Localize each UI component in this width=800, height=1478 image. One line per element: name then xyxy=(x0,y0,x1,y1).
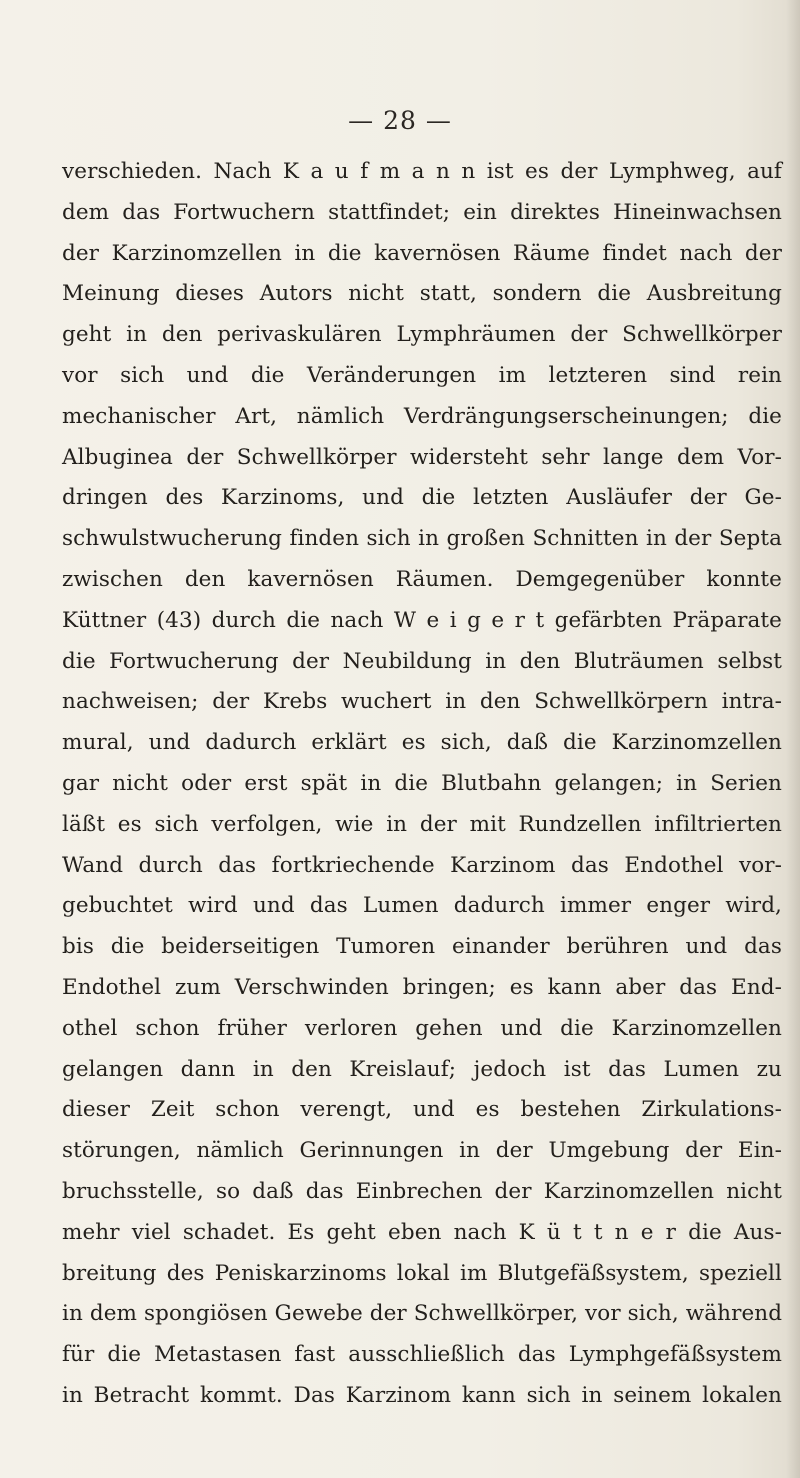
text-line: mehr viel schadet. Es geht eben nach K ü t t n e r die Aus- xyxy=(62,1219,782,1245)
text-line: dem das Fortwuchern stattfindet; ein direktes Hineinwachsen xyxy=(62,199,782,225)
text-line: geht in den perivaskulären Lymphräumen der Schwellkörper xyxy=(62,322,782,348)
text-line: mechanischer Art, nämlich Verdrängungserscheinungen; die xyxy=(62,403,782,429)
text-line: mural, und dadurch erklärt es sich, daß die Karzinomzellen xyxy=(62,730,782,756)
text-line: die Fortwucherung der Neubildung in den Bluträumen selbst xyxy=(62,648,782,674)
text-line: Küttner (43) durch die nach W e i g e r t gefärbten Präparate xyxy=(62,607,782,633)
text-line: bruchsstelle, so daß das Einbrechen der Karzinomzellen nicht xyxy=(62,1178,782,1204)
page-edge-shadow xyxy=(786,0,800,1478)
text-line: gar nicht oder erst spät in die Blutbahn gelangen; in Serien xyxy=(62,770,782,796)
text-line: in dem spongiösen Gewebe der Schwellkörper, vor sich, während xyxy=(62,1301,783,1327)
text-line: der Karzinomzellen in die kavernösen Räume findet nach der xyxy=(62,240,782,266)
text-line: Albuginea der Schwellkörper widersteht sehr lange dem Vor- xyxy=(62,444,782,470)
text-line: schwulstwucherung finden sich in großen Schnitten in der Septa xyxy=(62,526,782,552)
text-line: vor sich und die Veränderungen im letzteren sind rein xyxy=(62,362,782,388)
text-line: dieser Zeit schon verengt, und es bestehen Zirkulations- xyxy=(62,1097,782,1123)
text-line: Meinung dieses Autors nicht statt, sondern die Ausbreitung xyxy=(62,281,782,307)
text-line: othel schon früher verloren gehen und die Karzinomzellen xyxy=(62,1015,782,1041)
text-line: in Betracht kommt. Das Karzinom kann sich in seinem lokalen xyxy=(62,1382,782,1408)
body-paragraph xyxy=(62,152,782,1417)
text-line: gelangen dann in den Kreislauf; jedoch ist das Lumen zu xyxy=(62,1056,782,1082)
text-line: Wand durch das fortkriechende Karzinom das Endothel vor- xyxy=(62,852,782,878)
page-number: — 28 — xyxy=(348,106,452,135)
text-line: gebuchtet wird und das Lumen dadurch immer enger wird, xyxy=(62,893,782,919)
text-line: störungen, nämlich Gerinnungen in der Umgebung der Ein- xyxy=(62,1138,782,1164)
text-line: nachweisen; der Krebs wuchert in den Schwellkörpern intra- xyxy=(62,689,782,715)
text-line: verschieden. Nach K a u f m a n n ist es der Lymphweg, auf xyxy=(62,159,782,184)
text-line: Endothel zum Verschwinden bringen; es kann aber das End- xyxy=(62,974,782,1000)
text-line: zwischen den kavernösen Räumen. Demgegenüber konnte xyxy=(62,566,782,592)
text-line: für die Metastasen fast ausschließlich das Lymphgefäßsystem xyxy=(62,1342,782,1368)
text-line: dringen des Karzinoms, und die letzten Ausläufer der Ge- xyxy=(62,485,782,511)
text-line: läßt es sich verfolgen, wie in der mit Rundzellen infiltrierten xyxy=(62,811,782,837)
text-line: bis die beiderseitigen Tumoren einander berühren und das xyxy=(62,934,782,960)
text-line: breitung des Peniskarzinoms lokal im Blutgefäßsystem, speziell xyxy=(62,1260,782,1286)
